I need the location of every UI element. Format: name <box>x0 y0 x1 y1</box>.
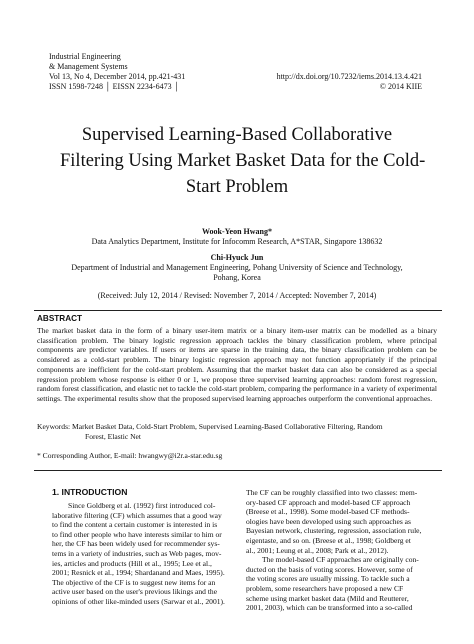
text-line: to find other people who have interests similar to him or <box>52 529 222 539</box>
text-line: Bayesian network, clustering, regression, association rule, <box>246 526 422 536</box>
author-name: Chi-Hyuck Jun <box>210 253 264 262</box>
title-line: Supervised Learning-Based Collaborative <box>81 125 393 145</box>
text-line: active user based on the user's previous likings and the <box>52 587 218 597</box>
text-line: to find the content a certain customer is interested in is <box>52 520 218 530</box>
keywords-line: Forest, Elastic Net <box>85 431 141 441</box>
text-line: the voting scores are usually missing. To tackle such a <box>246 574 410 584</box>
keywords-line: Keywords: Market Basket Data, Cold-Start Problem, Supervised Learning-Based Collaborative Filtering, Random <box>37 422 383 431</box>
author-affiliation: Data Analytics Department, Institute for Infocomm Research, A*STAR, Singapore 138632 <box>91 237 383 246</box>
journal-name-line2: & Management Systems <box>49 62 128 71</box>
text-line: ies, articles and products (Hill et al., 1995; Lee et al., <box>52 558 212 568</box>
text-line: al., 2001; Leung et al., 2008; Park et al., 2012). <box>246 545 389 555</box>
text-line: Since Goldberg et al. (1992) first introduced col- <box>68 501 216 510</box>
text-line: opinions of other like-minded users (Sarwar et al., 2001). <box>52 596 225 606</box>
text-line: laborative filtering (CF) which assumes that a good way <box>52 510 222 520</box>
author-block-1 <box>40 227 434 247</box>
text-line: tems in a variety of industries, such as Web pages, mov- <box>52 548 222 558</box>
author-affiliation: Pohang, Korea <box>213 273 261 282</box>
author-affiliation: Department of Industrial and Management Engineering, Pohang University of Science and Technology, <box>71 263 403 272</box>
doi-link[interactable]: http://dx.doi.org/10.7232/iems.2014.13.4.421 <box>276 72 422 81</box>
divider <box>34 310 442 311</box>
text-line: ologies have been developed using such approaches as <box>246 516 411 526</box>
text-line: The model-based CF approaches are originally con- <box>262 555 419 565</box>
journal-issn: ISSN 1598-7248 │ EISSN 2234-6473 │ <box>49 82 180 91</box>
abstract-heading: ABSTRACT <box>37 314 83 323</box>
text-line: 2001, 2003), which can be transformed into a so-called <box>246 603 413 613</box>
journal-name-line1: Industrial Engineering <box>49 52 121 61</box>
text-line: 2001; Resnick et al., 1994; Shardanand and Maes, 1995). <box>52 568 225 578</box>
author-block-2 <box>40 253 434 283</box>
keywords <box>37 422 437 441</box>
text-line: eigentaste, and so on. (Breese et al., 1998; Goldberg et <box>246 535 411 545</box>
title-line: Filtering Using Market Basket Data for the Cold- <box>60 151 426 171</box>
copyright: © 2014 KIIE <box>379 82 422 91</box>
left-column <box>52 501 232 607</box>
title-line: Start Problem <box>185 177 289 197</box>
text-line: problem, some researchers have proposed a new CF <box>246 583 404 593</box>
paper-title <box>60 122 426 200</box>
text-line: The objective of the CF is to suggest new items for an <box>52 577 216 587</box>
received-dates: (Received: July 12, 2014 / Revised: November 7, 2014 / Accepted: November 7, 2014) <box>97 291 377 300</box>
text-line: The CF can be roughly classified into two classes: mem- <box>246 488 418 497</box>
abstract-text: The market basket data in the form of a binary user-item matrix or a binary item-user matrix can be modelled as a binary classification problem. The binary logistic regression approach tackles the binary classification problem, where principal components are predictor variables. If users or items are sparse in the training data, the binary classification problem can be considered as a cold-start problem. The binary logistic regression approach may not function appropriately if the principal components are inefficient for the cold-start problem. Assuming that the market basket data can also be considered as a special regression problem whose response is either 0 or 1, we propose three supervised learning approaches: random forest regression, random forest classification, and elastic net to tackle the cold-start problem, comparing the performance in a variety of experimental settings. The experimental results show that the proposed supervised learning approaches outperform the conventional approaches. <box>37 326 437 403</box>
text-line: (Breese et al., 1998). Some model-based CF methods- <box>246 507 410 517</box>
corresponding-author: * Corresponding Author, E-mail: hwangwy@i2r.a-star.edu.sg <box>37 451 223 460</box>
text-line: scheme using market basket data (Mild and Reutterer, <box>246 593 409 603</box>
section-heading: 1. INTRODUCTION <box>52 487 128 497</box>
text-line: her, the CF has been widely used for recommender sys- <box>52 539 220 549</box>
text-line: ory-based CF approach and model-based CF approach <box>246 497 411 507</box>
author-name: Wook-Yeon Hwang* <box>201 227 272 236</box>
divider <box>34 470 442 471</box>
journal-volume: Vol 13, No 4, December 2014, pp.421-431 <box>49 72 186 81</box>
text-line: ducted on the basis of voting scores. However, some of <box>246 564 413 574</box>
journal-header <box>49 52 185 92</box>
journal-header-right <box>277 72 422 92</box>
right-column <box>246 488 432 613</box>
